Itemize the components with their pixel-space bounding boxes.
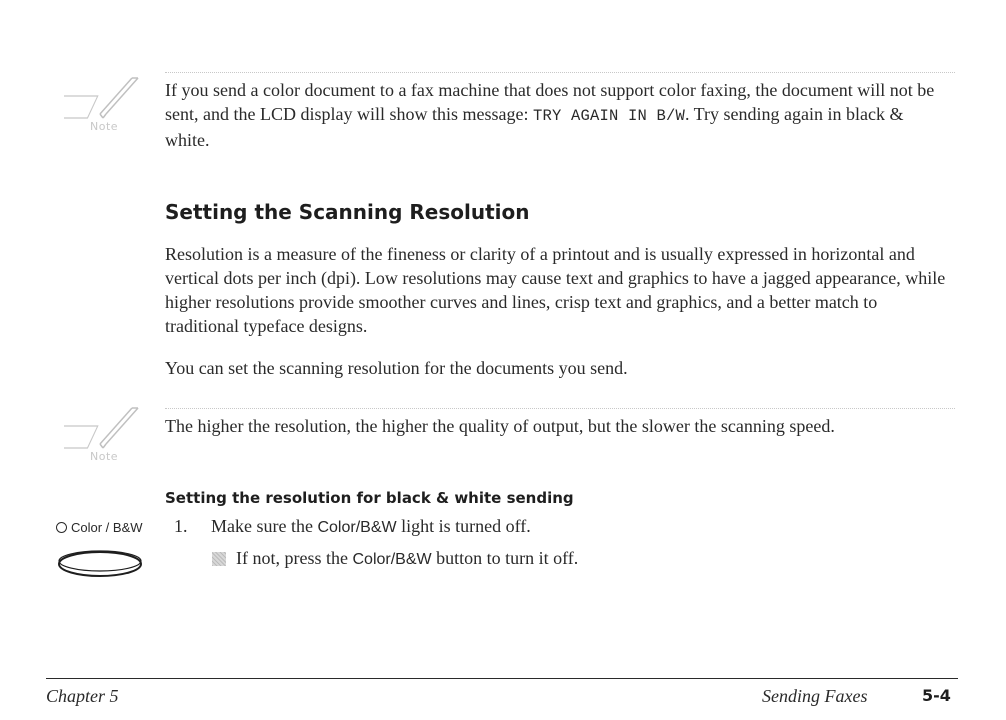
footer-rule (46, 678, 958, 679)
note-text (165, 78, 950, 152)
step-item (174, 514, 531, 540)
note-pencil-icon (64, 74, 144, 124)
resolution-paragraph: You can set the scanning resolution for the documents you send. (165, 358, 628, 378)
page-number: 5-4 (922, 686, 951, 705)
button-name: Color/B&W (317, 519, 397, 536)
panel-button-icon (56, 547, 148, 581)
note-pencil-icon (64, 404, 144, 454)
subsection-title: Setting the resolution for black & white sending (165, 489, 574, 507)
indicator-light-icon (56, 522, 67, 533)
step-text-after: light is turned off. (396, 516, 531, 536)
substep-text (236, 546, 578, 572)
step-text-before: Make sure the (211, 516, 318, 536)
note-icon-block (64, 74, 144, 154)
note-label: Note (90, 450, 119, 463)
lcd-message: TRY AGAIN IN B/W (532, 107, 685, 125)
note-icon-block (64, 404, 144, 484)
bullet-square-icon (212, 552, 226, 566)
button-name: Color/B&W (352, 551, 432, 568)
section-title: Setting the Scanning Resolution (165, 200, 530, 224)
color-bw-button-illustration (56, 547, 148, 586)
substep-text-after: button to turn it off. (431, 548, 579, 568)
footer-chapter: Chapter 5 (46, 686, 119, 706)
note-text-before: If you send a color document to a fax machine that does not support color faxing, the document will not be sent, and the LCD display will show this message: (165, 80, 935, 124)
substep-item (212, 546, 578, 572)
note-text-after: . Try sending again in black & white. (165, 104, 904, 150)
note-divider-top (165, 408, 955, 409)
step-number: 1. (174, 516, 188, 536)
substep-text-before: If not, press the (236, 548, 353, 568)
note-label: Note (90, 120, 119, 133)
panel-indicator (56, 520, 143, 535)
panel-label-text: Color / B&W (71, 520, 143, 535)
note-text: The higher the resolution, the higher the quality of output, but the slower the scanning speed. (165, 416, 835, 436)
resolution-paragraph: Resolution is a measure of the fineness or clarity of a printout and is usually expressed in horizontal and vertical dots per inch (dpi). Low resolutions may cause text and graphics to have a jagged appearance, while higher resolutions provide smoother curves and lines, crisp text and graphics, and a better match to traditional typeface designs. (165, 244, 946, 336)
footer-section: Sending Faxes (762, 686, 868, 706)
note-divider-top (165, 72, 955, 73)
